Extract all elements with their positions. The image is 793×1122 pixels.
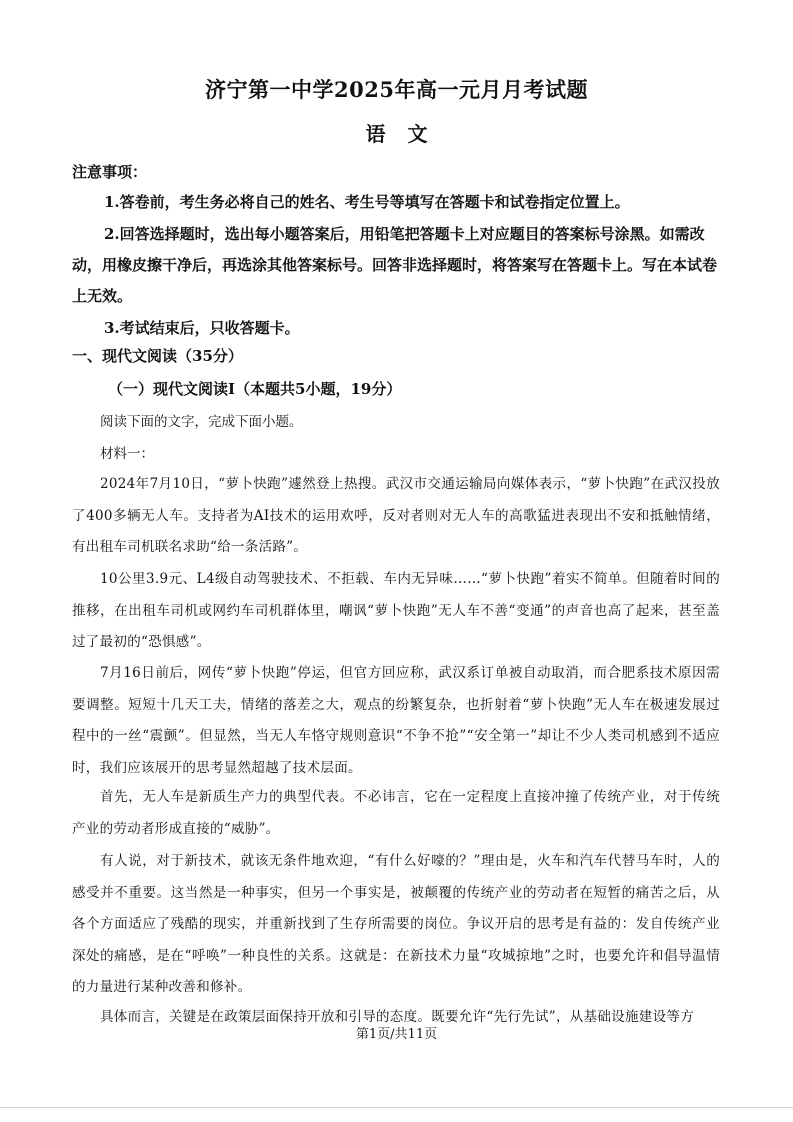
section-title: 一、现代文阅读（35分） [72, 347, 243, 365]
subject-title: 语文 [365, 122, 450, 146]
subsection-title: （一）现代文阅读Ⅰ（本题共5小题，19分） [108, 380, 402, 398]
article-paragraph: 具体而言，关键是在政策层面保持开放和引导的态度。既要允许“先行先试”，从基础设施建设等方 [100, 1009, 695, 1025]
exam-title: 济宁第一中学2025年高一元月月考试题 [205, 77, 588, 102]
article-paragraph: 首先，无人车是新质生产力的典型代表。不必讳言，它在一定程度上直接冲撞了传统产业，对于传统产业的劳动者形成直接的“威胁”。 [72, 789, 720, 837]
material-label: 材料一： [100, 446, 154, 462]
article-paragraph: 有人说，对于新技术，就该无条件地欢迎，“有什么好嚎的？”理由是，火车和汽车代替马车时，人的感受并不重要。这当然是一种事实，但另一个事实是，被颠覆的传统产业的劳动者在短暂的痛苦之后，从各个方面适应了残酷的现实，并重新找到了生存所需要的岗位。争议开启的思考是有益的：发自传统产业深处的痛感，是在“呼唤”一种良性的关系。这就是：在新技术力量“攻城掠地”之时，也要允许和倡导温情的力量进行某种改善和修补。 [72, 853, 720, 995]
notice-item-1: 1.答卷前，考生务必将自己的姓名、考生号等填写在答题卡和试卷指定位置上。 [104, 193, 630, 211]
page-number: 第1页/共11页 [355, 1027, 438, 1042]
reading-instruction: 阅读下面的文字，完成下面小题。 [100, 414, 303, 430]
notice-heading: 注意事项： [72, 163, 148, 181]
article-paragraph: 7月16日前后，网传“萝卜快跑”停运，但官方回应称，武汉系订单被自动取消，而合肥系技术原因需要调整。短短十几天工夫，情绪的落差之大，观点的纷繁复杂，也折射着“萝卜快跑”无人车在极速发展过程中的一丝“震颤”。但显然，当无人车恪守规则意识“不争不抢”“安全第一”却让不少人类司机感到不适应时，我们应该展开的思考显然超越了技术层面。 [72, 665, 720, 776]
page-bottom-divider [0, 1107, 793, 1108]
notice-item-2: 2.回答选择题时，选出每小题答案后，用铅笔把答题卡上对应题目的答案标号涂黑。如需改动，用橡皮擦干净后，再选涂其他答案标号。回答非选择题时，将答案写在答题卡上。写在本试卷上无效。 [72, 225, 718, 305]
article-paragraph: 2024年7月10日，“萝卜快跑”遽然登上热搜。武汉市交通运输局向媒体表示，“萝卜快跑”在武汉投放了400多辆无人车。支持者为AI技术的运用欢呼，反对者则对无人车的高歌猛进表现出不安和抵触情绪，有出租车司机联名求助“给一条活路”。 [72, 476, 720, 555]
article-paragraph: 10公里3.9元、L4级自动驾驶技术、不拒载、车内无异味……“萝卜快跑”着实不简单。但随着时间的推移，在出租车司机或网约车司机群体里，嘲讽“萝卜快跑”无人车不善“变通”的声音也高了起来，甚至盖过了最初的“恐惧感”。 [72, 571, 720, 650]
notice-item-3: 3.考试结束后，只收答题卡。 [104, 319, 300, 337]
